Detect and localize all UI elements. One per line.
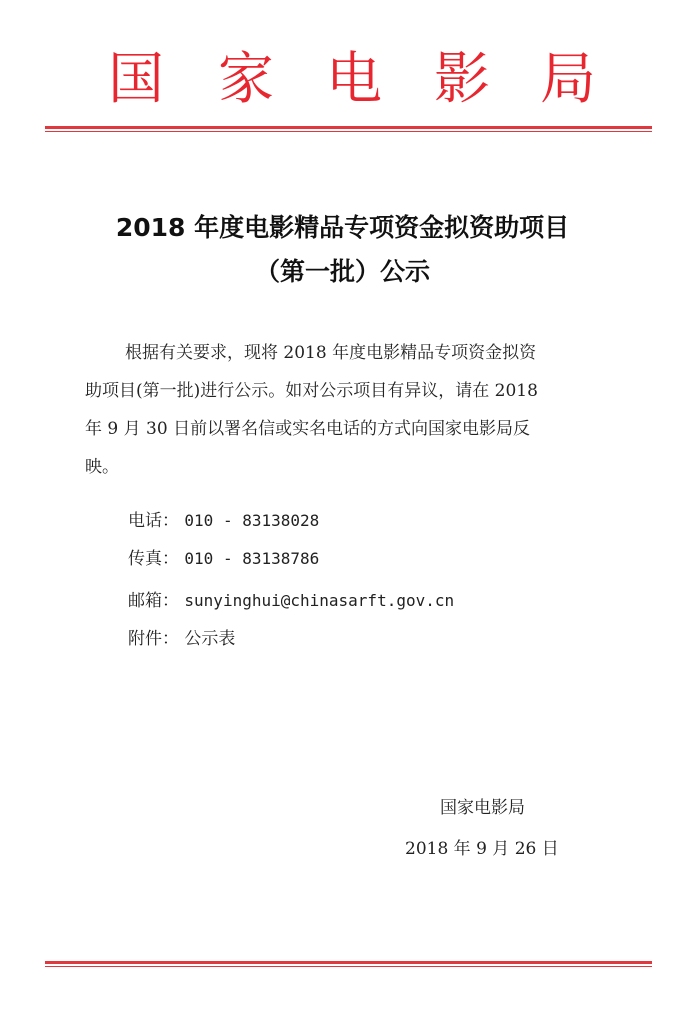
header-rule-thin	[45, 131, 652, 132]
contact-label: 附件：	[128, 629, 179, 649]
body-line: 年 9 月 30 日前以署名信或实名电话的方式向国家电影局反	[85, 419, 531, 439]
signature-org: 国家电影局	[440, 798, 525, 818]
contact-label: 传真：	[128, 549, 179, 569]
signature-date: 2018 年 9 月 26 日	[405, 839, 559, 859]
contact-phone	[128, 509, 319, 533]
contact-email	[128, 589, 454, 613]
contact-label: 邮箱：	[128, 591, 179, 611]
contact-label: 电话：	[128, 511, 179, 531]
contact-attachment	[128, 627, 235, 651]
letterhead	[0, 44, 685, 124]
letterhead-char: 影	[434, 47, 490, 112]
body-line: 助项目(第一批)进行公示。如对公示项目有异议，请在 2018	[85, 381, 538, 401]
document-title-line1: 2018 年度电影精品专项资金拟资助项目	[115, 213, 570, 242]
letterhead-char: 国	[108, 47, 164, 112]
body-paragraph	[85, 336, 645, 486]
footer-rule	[45, 961, 652, 964]
contact-fax	[128, 547, 319, 571]
body-line: 映。	[85, 457, 119, 477]
header-rule	[45, 126, 652, 129]
fax-value: 010 - 83138786	[184, 549, 320, 568]
footer-rule-thin	[45, 966, 652, 967]
document-title-line2: （第一批）公示	[254, 257, 430, 286]
attachment-value: 公示表	[184, 629, 236, 649]
letterhead-char: 电	[326, 47, 382, 112]
letterhead-char: 家	[218, 47, 274, 112]
body-line: 根据有关要求，现将 2018 年度电影精品专项资金拟资	[125, 343, 537, 363]
email-value: sunyinghui@chinasarft.gov.cn	[184, 591, 455, 610]
phone-value: 010 - 83138028	[184, 511, 320, 530]
letterhead-char: 局	[540, 47, 596, 112]
